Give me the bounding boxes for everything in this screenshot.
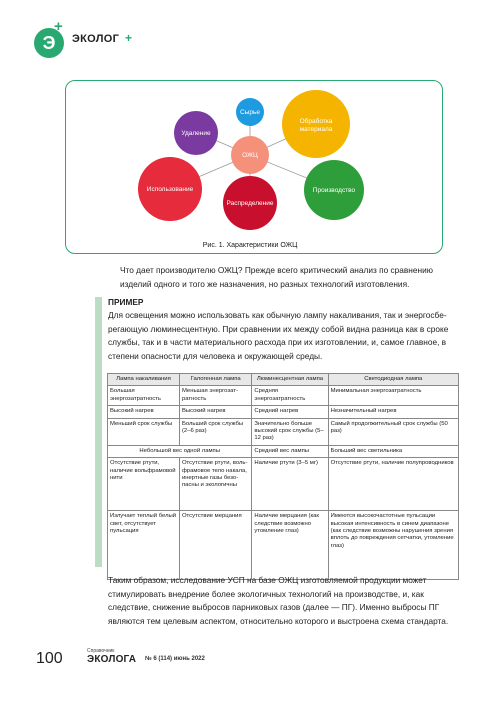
table-cell: Меньшая энергозатратность	[179, 386, 251, 406]
table-cell: Средний вес лампы	[252, 445, 328, 457]
example-heading: ПРИМЕР	[108, 297, 144, 307]
node-label-usage: Использование	[146, 186, 194, 193]
logo-plus-mark: +	[54, 18, 63, 35]
table-cell: Средняя энергозатратность	[252, 386, 328, 406]
node-label-processing-1: Обработка	[299, 118, 333, 125]
table-header: Люминесцентная лампа	[252, 374, 328, 386]
footer-magazine-name: ЭКОЛОГА	[87, 654, 137, 665]
table-header-row	[108, 374, 459, 386]
conclusion-paragraph: Таким образом, исследование УСП на базе ОЖЦ изготовляемой продукции может стимулировать внедрение более экологичных технологий на производстве, и, как следствие, снижение выбросов парниковых газов (далее — ПГ). Именно выбросы ПГ являются тем целевым аспектом, относительно которого и выстроена схема стандарта.	[108, 575, 449, 626]
table-row	[108, 386, 459, 406]
table-cell: Высокий нагрев	[108, 406, 180, 418]
table-cell: Высокий нагрев	[179, 406, 251, 418]
table-cell: Больший срок службы (2–6 раз)	[179, 418, 251, 445]
table-row	[108, 445, 459, 457]
lifecycle-diagram	[66, 81, 442, 253]
table-header: Лампа накаливания	[108, 374, 180, 386]
example-text: Для освещения можно использовать как обычную лампу накаливания, так и энергосберегающую люминесцентную. При сравнении их между собой видна разница как в сроке службы, так и в части материального расхода при их изготовлении, и, самое главное, в степени опасности для человека и окружающей среды.	[108, 310, 449, 361]
section-title-plus: +	[125, 31, 133, 45]
table-cell: Излучает теплый белый свет, отсутствует пульсация	[108, 511, 180, 580]
table-cell: Самый продолжительный срок службы (50 раз)	[328, 418, 458, 445]
table-cell: Отсутствие ртути, вольфрамовое тело накала, инертные газы безопасны и экологичны	[179, 458, 251, 511]
example-sidebar-accent	[95, 297, 102, 567]
table-row	[108, 418, 459, 445]
node-label-disposal: Удаление	[181, 130, 211, 137]
table-cell: Большая энергозатратность	[108, 386, 180, 406]
node-label-production: Производство	[312, 187, 356, 194]
lifecycle-figure	[65, 80, 443, 254]
table-row	[108, 406, 459, 418]
table-header: Светодиодная лампа	[328, 374, 458, 386]
node-label-center: ОЖЦ	[242, 152, 258, 159]
table-cell: Значительно больше высокий срок службы (5–12 раз)	[252, 418, 328, 445]
magazine-logo: Э	[34, 28, 64, 58]
node-label-raw: Сырье	[240, 109, 260, 116]
table-cell: Больший вес светильника	[328, 445, 458, 457]
table-cell: Минимальная энергозатратность	[328, 386, 458, 406]
table-cell: Небольшой вес одной лампы	[108, 445, 252, 457]
table-cell: Наличие мерцания (как следствие возможно утомление глаз)	[252, 511, 328, 580]
lamp-comparison-table	[107, 373, 459, 580]
footer-issue-info: № 6 (114) июнь 2022	[145, 656, 205, 662]
page-number: 100	[36, 650, 63, 667]
table-row	[108, 458, 459, 511]
section-title: ЭКОЛОГ	[72, 33, 120, 45]
footer-magazine-subtitle: Справочник	[87, 648, 115, 654]
figure-caption: Рис. 1. Характеристики ОЖЦ	[0, 242, 500, 249]
table-cell: Отсутствие мерцания	[179, 511, 251, 580]
table-cell: Наличие ртути (3–5 мг)	[252, 458, 328, 511]
table-cell: Меньший срок службы	[108, 418, 180, 445]
table-row	[108, 511, 459, 580]
table-cell: Имеются высокочастотные пульсации высокая интенсивность в синем диапазоне (как следствие возможны нарушения зрения вплоть до повреждения сетчатки, утомление глаз)	[328, 511, 458, 580]
table-cell: Отсутствие ртути, наличие вольфрамовой нити	[108, 458, 180, 511]
table-cell: Отсутствие ртути, наличие полупроводников	[328, 458, 458, 511]
table-header: Галогенная лампа	[179, 374, 251, 386]
table-cell: Средний нагрев	[252, 406, 328, 418]
node-label-distribution: Распределение	[226, 200, 274, 207]
table-cell: Незначительный нагрев	[328, 406, 458, 418]
intro-paragraph: Что дает производителю ОЖЦ? Прежде всего критический анализ по сравнению изделий одного и того же назначения, но разных технологий изготовления.	[120, 265, 433, 289]
node-label-processing-2: материала	[299, 126, 333, 133]
